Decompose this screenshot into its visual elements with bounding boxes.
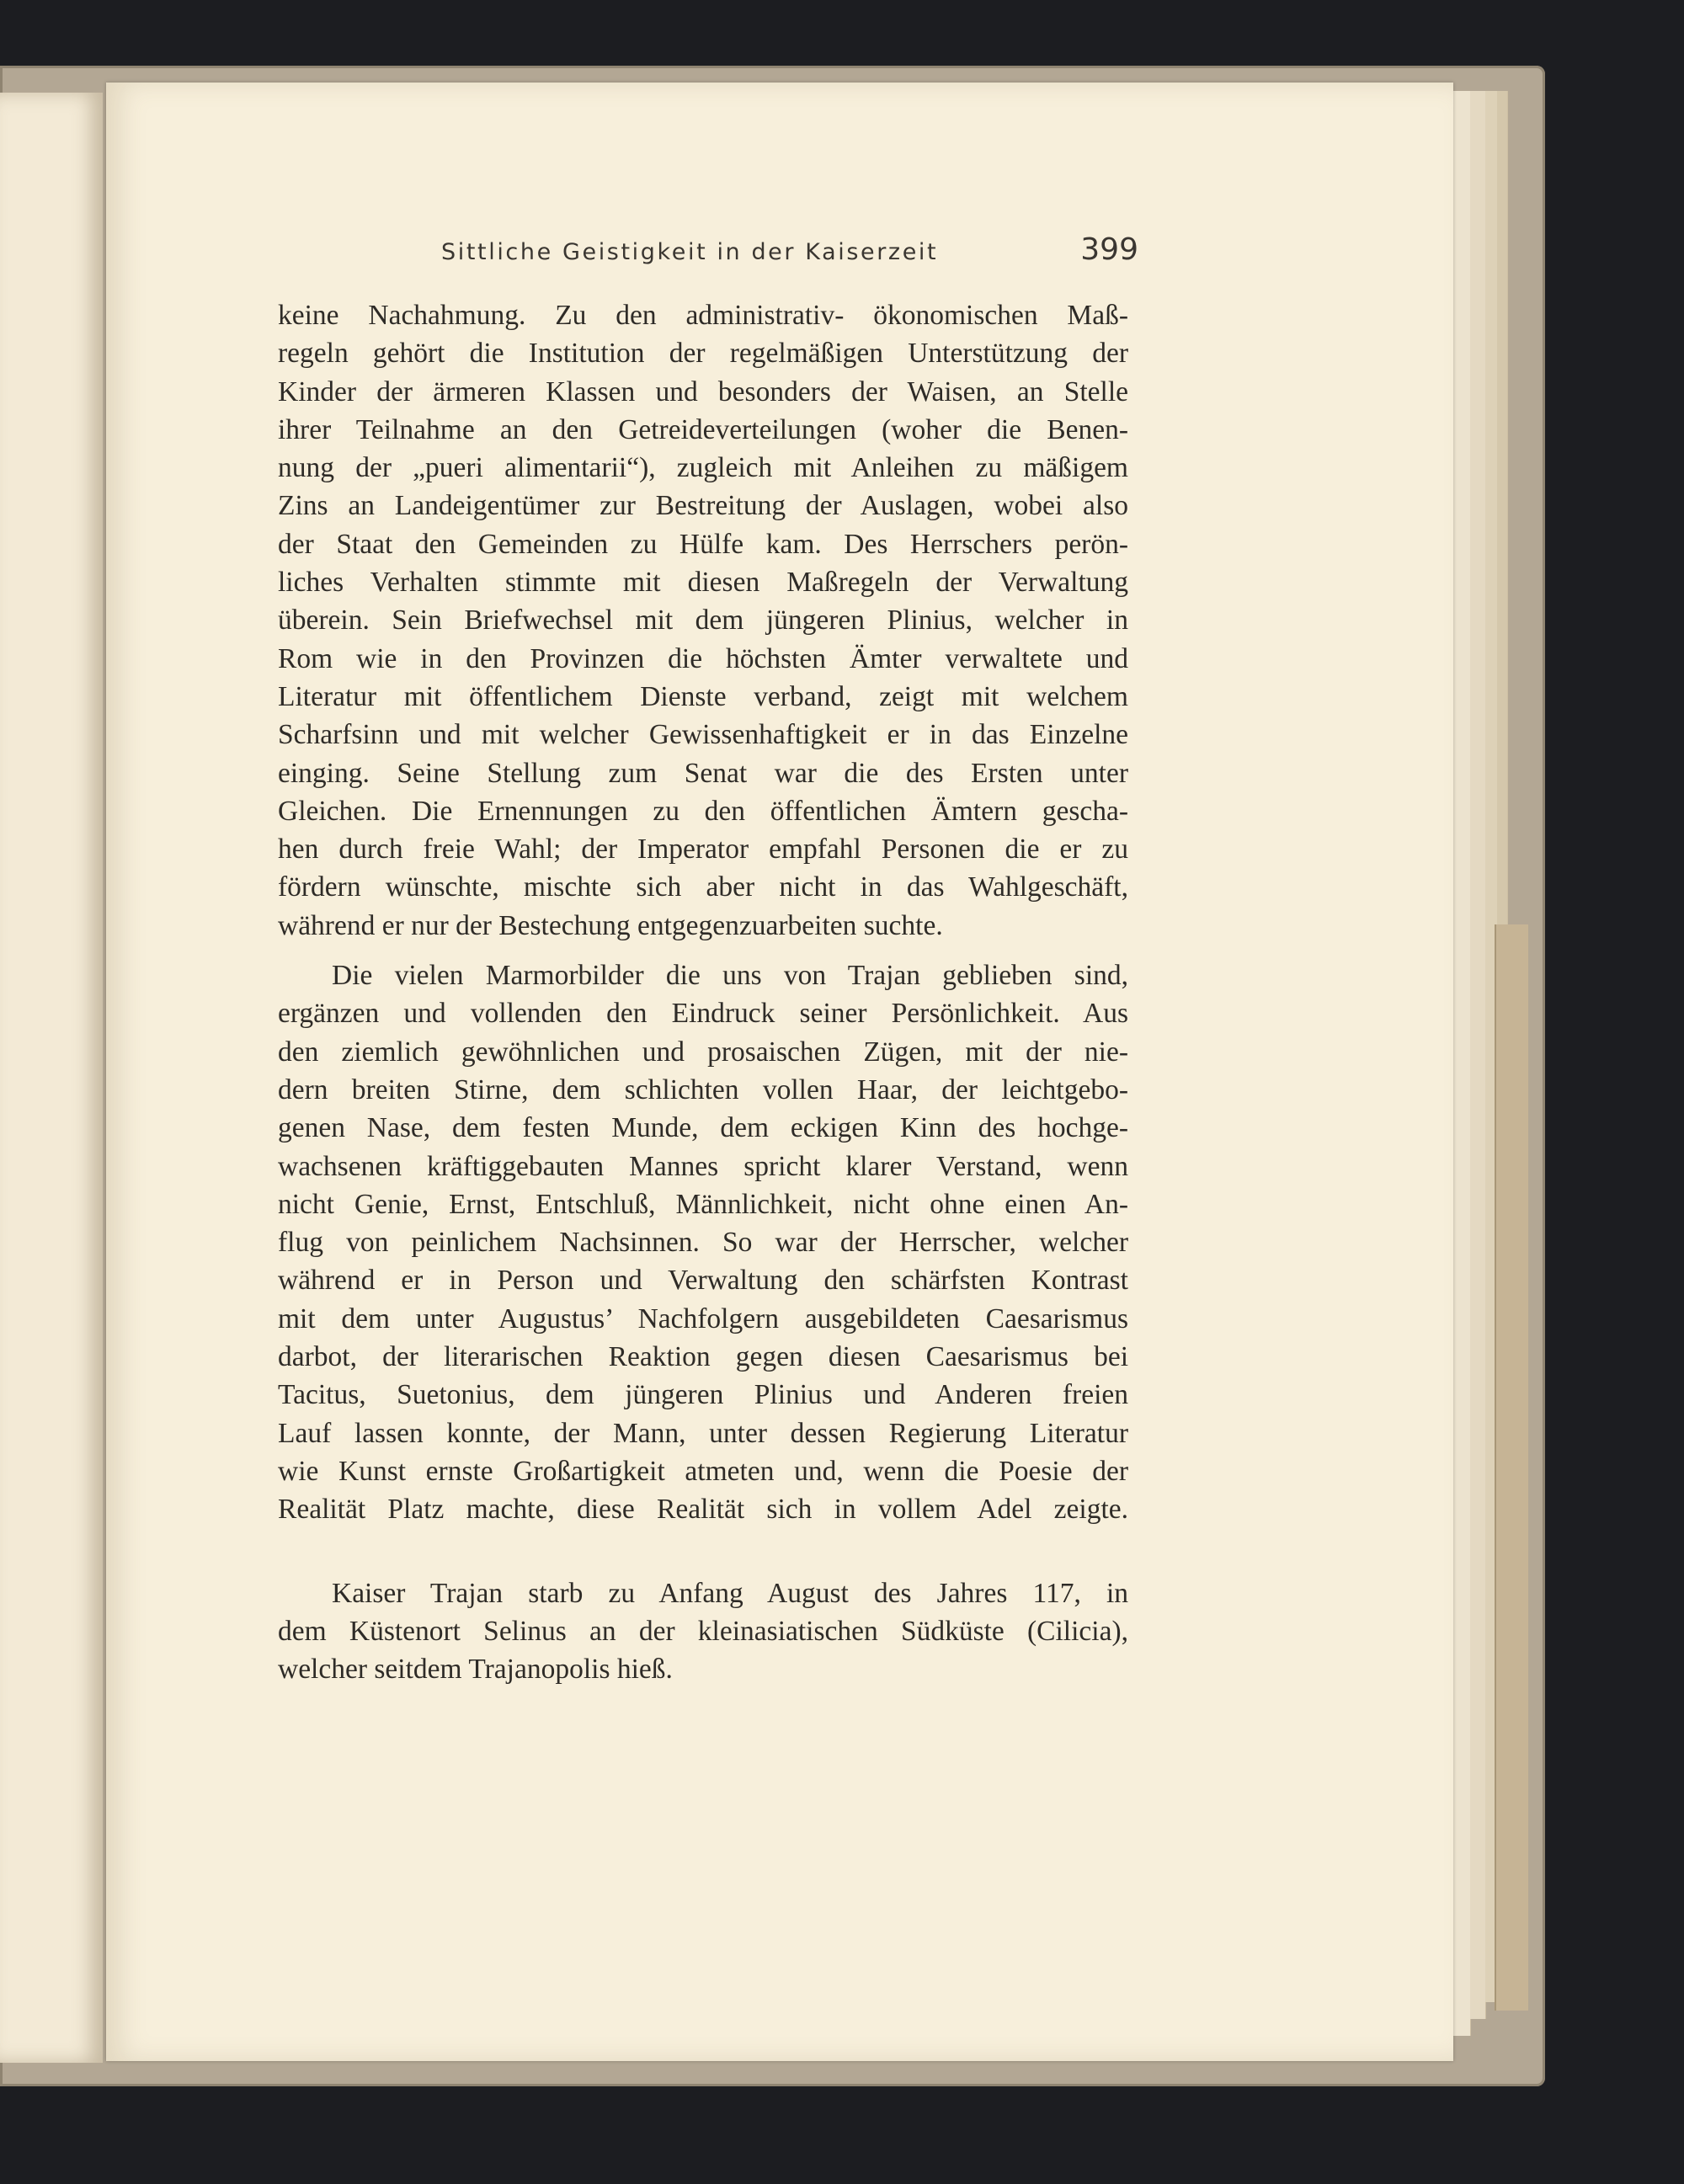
text-line: Kinder der ärmeren Klassen und besonders der Waisen, an Stelle (278, 376, 1128, 408)
text-line: liches Verhalten stimmte mit diesen Maßregeln der Verwaltung (278, 567, 1128, 599)
text-line: Zins an Landeigentümer zur Bestreitung der Auslagen, wobei also (278, 490, 1128, 522)
text-line: dem Küstenort Selinus an der kleinasiatischen Südküste (Cilicia), (278, 1615, 1128, 1647)
text-line: Die vielen Marmorbilder die uns von Trajan geblieben sind, (332, 960, 1128, 992)
text-line: Gleichen. Die Ernennungen zu den öffentlichen Ämtern gescha- (278, 795, 1128, 827)
text-line: Kaiser Trajan starb zu Anfang August des Jahres 117, in (332, 1577, 1128, 1609)
text-line: wie Kunst ernste Großartigkeit atmeten und, wenn die Poesie der (278, 1455, 1128, 1487)
text-line: nung der „pueri alimentarii“), zugleich mit Anleihen zu mäßigem (278, 452, 1128, 484)
text-line: welcher seitdem Trajanopolis hieß. (278, 1654, 673, 1686)
text-line: einging. Seine Stellung zum Senat war die des Ersten unter (278, 757, 1128, 789)
text-line: der Staat den Gemeinden zu Hülfe kam. Des Herrschers perön- (278, 528, 1128, 560)
running-head-title: Sittliche Geistigkeit in der Kaiserzeit (441, 239, 939, 265)
text-line: regeln gehört die Institution der regelmäßigen Unterstützung der (278, 338, 1128, 370)
text-line: genen Nase, dem festen Munde, dem eckigen Kinn des hochge- (278, 1112, 1128, 1144)
paragraph-3 (278, 1574, 1128, 1689)
text-line: darbot, der literarischen Reaktion gegen diesen Caesarismus bei (278, 1341, 1128, 1373)
text-line: wachsenen kräftiggebauten Mannes spricht klarer Verstand, wenn (278, 1150, 1128, 1182)
text-line: Literatur mit öffentlichem Dienste verband, zeigt mit welchem (278, 680, 1128, 712)
text-line: Rom wie in den Provinzen die höchsten Ämter verwaltete und (278, 642, 1128, 674)
page-edge (1470, 91, 1486, 2019)
text-line: fördern wünschte, mischte sich aber nicht in das Wahlgeschäft, (278, 871, 1128, 903)
text-line: Scharfsinn und mit welcher Gewissenhaftigkeit er in das Einzelne (278, 719, 1128, 751)
page-number: 399 (1080, 232, 1138, 267)
text-line: keine Nachahmung. Zu den administrativ- ökonomischen Maß- (278, 300, 1128, 331)
text-line: Tacitus, Suetonius, dem jüngeren Plinius und Anderen freien (278, 1379, 1128, 1411)
facing-page (0, 93, 103, 2063)
text-line: nicht Genie, Ernst, Entschluß, Männlichkeit, nicht ohne einen An- (278, 1188, 1128, 1220)
text-line: Lauf lassen konnte, der Mann, unter dessen Regierung Literatur (278, 1417, 1128, 1449)
text-line: Realität Platz machte, diese Realität sich in vollem Adel zeigte. (278, 1494, 1128, 1526)
text-line: flug von peinlichem Nachsinnen. So war der Herrscher, welcher (278, 1227, 1128, 1259)
body-text (278, 296, 1128, 1688)
running-head (332, 232, 1138, 286)
text-line: während er in Person und Verwaltung den schärfsten Kontrast (278, 1265, 1128, 1297)
text-line: mit dem unter Augustus’ Nachfolgern ausgebildeten Caesarismus (278, 1302, 1128, 1334)
text-line: ihrer Teilnahme an den Getreideverteilungen (woher die Benen- (278, 413, 1128, 445)
text-line: dern breiten Stirne, dem schlichten vollen Haar, der leichtgebo- (278, 1073, 1128, 1105)
text-line: hen durch freie Wahl; der Imperator empfahl Personen die er zu (278, 834, 1128, 866)
cover-flap (1495, 924, 1528, 2011)
paragraph-1 (278, 296, 1128, 945)
text-line: während er nur der Bestechung entgegenzuarbeiten suchte. (278, 909, 943, 941)
text-line: überein. Sein Briefwechsel mit dem jüngeren Plinius, welcher in (278, 605, 1128, 637)
text-line: ergänzen und vollenden den Eindruck seiner Persönlichkeit. Aus (278, 998, 1128, 1030)
paragraph-2 (278, 956, 1128, 1528)
text-line: den ziemlich gewöhnlichen und prosaischen Zügen, mit der nie- (278, 1036, 1128, 1068)
